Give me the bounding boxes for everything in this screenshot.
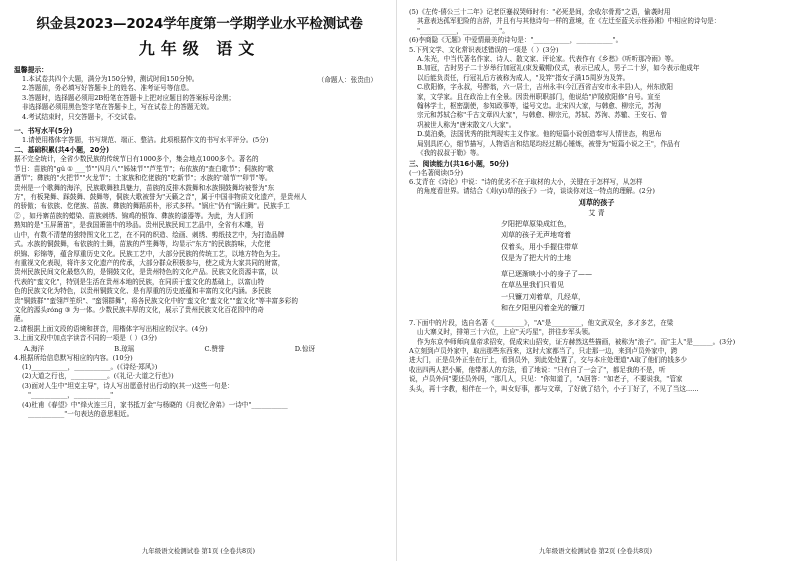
passage-line: A立刻到卢员外家中，取出那些东西来，这时大家都当了，只走那一边，来到卢员外家中，跨 (409, 346, 678, 355)
passage-line: 色的民族文化为特色，以贵州铜鼓文化、是有厚重的历史底蕴和丰富的文化内涵。多民族 (14, 287, 272, 296)
poem-line: 仅着头，用小手握住带草 (501, 242, 578, 251)
passage-line: 山中，有数不清楚的独特图文化工艺，在不同的织造、绘画、刺绣、剪纸技艺中，为打造品牌 (14, 230, 285, 239)
option-line: B.加冠，古时男子二十岁举行加冠礼(束发戴帽)仪式，表示已成人，男子二十岁，如今表示他成年 (417, 64, 700, 73)
passage-line: 据不完全统计，全省少数民族的传统节日有1000多个，集会地点1000多个。著名的 (14, 155, 259, 164)
passage-line: 收出四两人把小厮，他带那人的方法，看了地说："只有自了一会了"，都足我的不是，听 (409, 365, 666, 374)
reading-passage (14, 155, 385, 324)
passage-line: 有重视文化表现，将许多文化遗产的传承，大部分群众积极参与，使之成为大家共同的财富， (14, 258, 285, 267)
question-text: 1.请使用楷体字答题，书写规范、端正、整洁。此项根据作文的书写水平评分。(5分) (22, 136, 269, 145)
poem-author: 艾 青 (588, 208, 605, 217)
passage-line: 进大门，正是员外正坐在厅上，看到员外，到此处处置了，交与本庄处理道"A取了他们的钱多少 (409, 356, 688, 365)
author-note: （命题人：张贵由） (317, 76, 377, 84)
fill-line: 其意表达孤军犯险的言辞，并且有与其他诗句一样的意境，在《左迁至蓝关示侄孙湘》中相应的诗句是： (417, 17, 721, 26)
poem-stanza-1 (409, 219, 784, 265)
fill-line: (4)杜甫《春望》中"烽火连三月，家书抵万金"与杨晓的《月夜忆舍弟》一诗中"___________ (22, 400, 288, 409)
question-text: 3.上面文段中加点字读音不同的一项是（ ）(3分) (14, 334, 158, 343)
fill-line: (6)李商隐《无题》中爱情最美的诗句是："___________，___________"。 (409, 36, 623, 45)
poem-line: 一只镰刀刈着草，几经草， (501, 292, 585, 301)
passage-line: 文化的源头rónɡ ③ 为一体。少数民族丰厚的文化，展示了贵州民族文化百花园中的奇 (14, 305, 264, 314)
tip-line: 4.考试结束时，只交答题卡，不交试卷。 (22, 112, 141, 121)
option-line: 家，文学家。且在政治上有全景。因贵州职职部门，他说给"庐陵欧阳修"自号。宣至 (417, 92, 661, 101)
poem-title: 刈草的孩子 (578, 197, 615, 207)
poem-line: 和在夕阳里闪着金光的镰刀 (501, 304, 585, 313)
section-heading: 二、基础积累(共4小题，20分) (14, 146, 110, 155)
poem-line: 夕阳把草原染成红色， (501, 219, 571, 228)
tip-line: 非选择题必须用黑色签字笔在答题卡上，写在试卷上的答题无效。 (22, 103, 214, 112)
poem-stanza-2 (409, 269, 784, 315)
poem-line: 刈草的孩子无声地弯着 (501, 231, 571, 240)
question-text: 作为东京李师师向皇帝求招安，促成宋山招安，证方赫然这些描画，被称为"浪子"。而"主人"是______。(3分) (417, 337, 736, 346)
question-text: 5.下列文学、文化常识表述错误的一项是（ ）(3分) (409, 45, 559, 54)
passage-line: 代表的"蛮文化"，特别是生活在贵州本地的民族，在同质于蛮文化的基础上，以富山特 (14, 277, 265, 286)
tips-heading: 温馨提示： (14, 66, 48, 74)
poem-line: 草已逐渐映小小的身子了—— (501, 269, 592, 278)
passage-line: 织锦、彩锦等，蕴含厚重历史文化。民族工艺中，大部分民族的传统工艺，以地方特色为主。 (14, 249, 285, 258)
question-text: 山大寨义时，排第三十六位，上应"天巧星"，拼往步军头领。 (417, 328, 595, 337)
question-text: 6.艾青在《诗论》中说："诗的优劣不在于取材的大小，关键在于怎样写，从怎样 (409, 177, 643, 186)
passage-line: 贵"铜鼓群""蛮翎芦笙织"、"蛮翎群舞"，将各民族文化中的"蛮文化"蛮文化""蛮文化"等丰富多彩的 (14, 296, 298, 305)
passage-line: 葩。 (14, 315, 28, 324)
section-heading: 三、阅读能力(共16小题，50分) (409, 159, 509, 168)
fill-line: (2)大道之行也，___________。(《礼记·大道之行也》) (22, 372, 174, 381)
option-a: A.海洋 (24, 344, 45, 353)
passage-line: 酒节"；彝族的"火把节""火龙节"；土家族和仡佬族的"吃新节"；水族的"端节""卯节"等。 (14, 174, 272, 183)
passage-line: 节日：苗族的"ɡǔ ① ___节""四月八""姊妹节""芦笙节"；布依族的"查白歌节"；侗族的"歌 (14, 164, 274, 173)
passage-line: 贵州民族民间文化最悠久的，是铜鼓文化，是贵州特色的文化产品。民族文化资源丰富，以 (14, 268, 278, 277)
passage-line: 式。水族的铜鼓舞，布依族的土舞，苗族的芦笙舞等，均显示"东方"的民族韵味，大仡佬 (14, 240, 271, 249)
passage-line: 说，卢员外问"要还员外吗，"那几人，只见："你知道了，"A回答："如老子，不要说我，"管家 (409, 375, 683, 384)
passage-line: 方"，有板凳舞、踩鼓舞、鼓舞等，侗族大歌被誉为"天籁之音"，属于中国非物质文化遗产，是贵州人 (14, 193, 307, 202)
fill-line: "___________，___________" (28, 391, 114, 400)
option-line: 翰林学士，枢密副使，参知政事等，谥号文忠。北宋四大家，与韩愈、柳宗元，苏洵 (417, 102, 661, 111)
option-c: C.赞誉 (204, 344, 225, 353)
q3-options (14, 344, 385, 354)
passage-line: 头头，再十字教，相伴在一个，叫女好事，都与文章，了好就了结个，小子丁好了，不见了当这...... (409, 384, 699, 393)
option-b: B.琼瑶 (114, 344, 135, 353)
fill-line: (3)面对人生中"坦克主导"，诗人写出愿意付出行动的(其一)这些一句是： (22, 381, 234, 390)
tip-line: 3.答题时，选择题必须用2B铅笔在答题卡上把对应题目的答案标号涂黑； (22, 93, 236, 102)
option-line: 《我的叔叔于勒》等。 (417, 149, 483, 158)
fill-line: (5)《左传·僖公三十二年》记老臣蹇叔哭师时有："必死是间，余收尔骨焉"之语，偷袭时用 (409, 8, 671, 16)
page-right (397, 0, 794, 561)
question-text: 4.根据所给信息默写相应的内容。(10分) (14, 353, 133, 362)
fill-line: "___________，___________"。 (417, 26, 509, 35)
poem-line: 仅是为了把大片的土地 (501, 254, 571, 263)
passage-line: 贵州是一个歌舞的海洋，民族歌舞独具魅力，苗族的反排木鼓舞和水族铜鼓舞均被誉为"东 (14, 183, 275, 192)
option-line: 巩被世人称为"唐宋散文八大家"。 (417, 120, 516, 129)
poem-line: 在草丛里我们只看见 (501, 281, 564, 290)
question-text: 7.下面中的片段，选自名著《_________》，"A"是_________，他文武双全，多才多艺，在梁 (409, 318, 674, 327)
fill-line: ___________"一句表达的意思相近。 (28, 410, 134, 418)
passage-line: 熟知的是"玉屏箫笛"，是我国箫笛中的珍品。贵州民族民间工艺品中，全省有木雕，岩 (14, 221, 265, 230)
subsection-heading: (一)名著阅读(5分) (409, 168, 464, 177)
page-footer: 九年级语文检测试卷 第2页 (全卷共8页) (538, 547, 653, 555)
passage-line: ② ，如丹寨苗族的蜡染、苗族刺绣、锦鸡的银饰、彝族的漆器等。为此，为人们所 (14, 211, 254, 220)
fill-line: (1)___________，___________。(《诗经·郑风》) (22, 362, 158, 371)
passage-line: 的骄傲；布依族、仡佬族、苗族、彝族的舞蹈质朴，形式多样。"锅庄"仍有"锅庄舞"。民族手工 (14, 202, 290, 211)
exam-subtitle: 九年级 语文 (138, 39, 261, 58)
option-d: D.惊讶 (294, 344, 316, 353)
question-text: 的角度看世界。请结合《刈(yì)草的孩子》一诗，谈谈你对这一特点的理解。(2分) (417, 187, 655, 196)
section-heading: 一、书写水平(5分) (14, 127, 73, 136)
exam-title: 织金县2023—2024学年度第一学期学业水平检测试卷 (36, 16, 363, 32)
option-line: 以后能负责任，行冠礼后方被称为成人，"及笄"指女子满15周岁为及笄。 (417, 73, 630, 82)
option-line: 宗元和苏轼合称"千古文章四大家"，与韩愈、柳宗元，苏轼、苏洵、苏辙、王安石、曾 (417, 111, 668, 120)
option-line: C.欧阳修，字永叔，号醉翁，六一居士，吉州永丰(今江西省吉安市永丰县)人，州东欧阳 (417, 83, 674, 92)
page-footer: 九年级语文检测试卷 第1页 (全卷共8页) (141, 547, 256, 555)
question-text: 2.请根据上面文段的语境和拼音，用楷体字写出相应的汉字。(4分) (14, 324, 208, 333)
option-line: 局别具匠心，细节描写，人物语言和结尾均经过精心锤炼，被誉为"短篇小说之王"，作品有 (417, 139, 681, 148)
option-line: A.朱光，中当代著名作家、诗人、散文家、评论家。代表作有《乡愁》《听听那冷雨》等。 (417, 55, 678, 64)
tip-line: 2.答题前，务必填写好答题卡上的姓名、准考证号等信息。 (22, 84, 194, 93)
option-line: D.莫泊桑，法国优秀的批判现实主义作家。他的短篇小说创造奉写人情世态，构思布 (417, 130, 662, 139)
tip-line: 1.本试卷共四个大题，满分为150分钟，测试时间150分钟。 (22, 75, 199, 83)
